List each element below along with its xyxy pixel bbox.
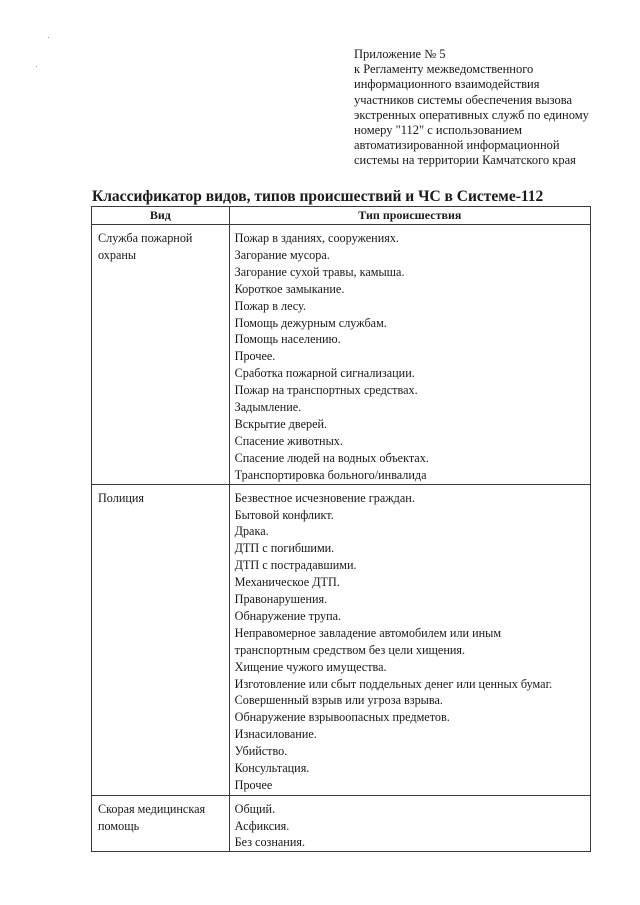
scan-speck [48, 37, 49, 38]
type-item: Транспортировка больного/инвалида [234, 467, 427, 482]
type-item: Асфиксия. [234, 818, 290, 833]
classifier-table [91, 206, 591, 852]
type-item: Спасение людей на водных объектах. [234, 450, 429, 465]
vid-line: Служба пожарной [98, 231, 193, 245]
type-item: Общий. [234, 801, 276, 816]
type-item: Пожар на транспортных средствах. [234, 383, 418, 398]
appendix-line: информационного взаимодействия [354, 77, 540, 92]
type-item: Консультация. [234, 761, 310, 776]
vid-line: Полиция [98, 490, 144, 505]
type-item: Задымление. [234, 400, 302, 415]
type-item: Правонарушения. [234, 592, 328, 607]
type-item: Помощь населению. [234, 332, 341, 347]
vid-line: помощь [98, 818, 140, 833]
type-item: Пожар в лесу. [234, 298, 306, 313]
type-item: Короткое замыкание. [234, 281, 345, 296]
header-vid: Вид [92, 207, 230, 225]
scan-speck [36, 66, 37, 67]
type-item: Спасение животных. [234, 433, 343, 448]
type-item: Прочее [234, 778, 273, 792]
type-item: Совершенный взрыв или угроза взрыва. [234, 693, 443, 708]
type-item: Механическое ДТП. [234, 575, 340, 590]
type-item: Хищение чужого имущества. [234, 659, 387, 674]
type-item: Пожар в зданиях, сооружениях. [234, 231, 399, 245]
table-row-ambulance [92, 795, 591, 852]
table-row-fire-service [92, 225, 591, 485]
type-item: Загорание сухой травы, камыша. [234, 264, 405, 279]
type-item: Убийство. [234, 744, 288, 759]
appendix-line: экстренных оперативных служб по единому [354, 107, 589, 122]
type-item: Сработка пожарной сигнализации. [234, 366, 415, 381]
appendix-line: системы на территории Камчатского края [354, 153, 576, 168]
type-item: Прочее. [234, 349, 276, 364]
table-header-row [92, 207, 591, 225]
type-item: Изнасилование. [234, 727, 317, 742]
types-cell [229, 225, 590, 485]
vid-line: охраны [98, 248, 137, 262]
appendix-line: номеру "112" с использованием [354, 123, 523, 138]
type-item: Драка. [234, 524, 269, 539]
document-title: Классификатор видов, типов происшествий и ЧС в Системе-112 [92, 188, 544, 205]
type-item: ДТП с пострадавшими. [234, 558, 357, 573]
type-item: транспортным средством без цели хищения. [234, 642, 466, 657]
type-item: Помощь дежурным службам. [234, 315, 387, 330]
type-item: Вскрытие дверей. [234, 416, 328, 431]
type-item: Неправомерное завладение автомобилем или иным [234, 625, 502, 640]
type-item: Обнаружение взрывоопасных предметов. [234, 710, 450, 725]
appendix-note [354, 47, 624, 169]
type-item: ДТП с погибшими. [234, 541, 335, 556]
vid-cell [92, 225, 230, 485]
vid-cell [92, 484, 230, 795]
types-cell [229, 795, 590, 852]
appendix-line: участников системы обеспечения вызова [354, 92, 572, 107]
vid-cell [92, 795, 230, 852]
type-item: Обнаружение трупа. [234, 608, 342, 623]
type-item: Бытовой конфликт. [234, 507, 334, 522]
appendix-line: к Регламенту межведомственного [354, 62, 534, 77]
header-type: Тип происшествия [229, 207, 590, 225]
types-cell [229, 484, 590, 795]
appendix-line: автоматизированной информационной [354, 138, 560, 153]
vid-line: Скорая медицинская [98, 801, 206, 816]
type-item: Изготовление или сбыт поддельных денег или ценных бумаг. [234, 676, 553, 691]
type-item: Без сознания. [234, 835, 306, 850]
type-item: Безвестное исчезновение граждан. [234, 490, 415, 505]
table-row-police [92, 484, 591, 795]
type-item: Загорание мусора. [234, 247, 330, 262]
appendix-line: Приложение № 5 [354, 47, 446, 61]
